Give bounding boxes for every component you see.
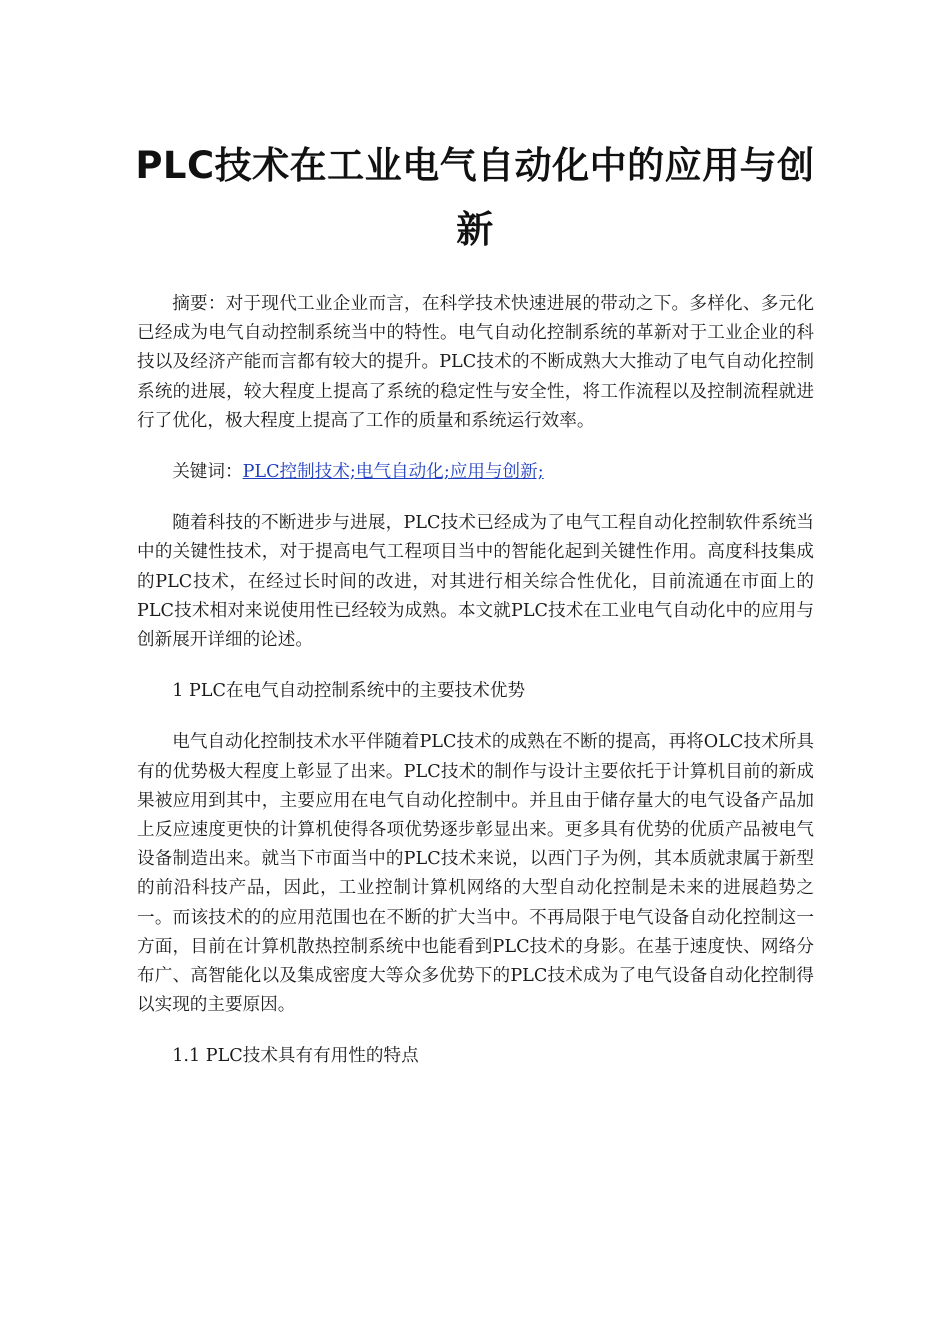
keywords-label: 关键词： <box>172 462 243 483</box>
section-1-paragraph: 电气自动化控制技术水平伴随着PLC技术的成熟在不断的提高，再将OLC技术所具有的优势极大程度上彰显了出来。PLC技术的制作与设计主要依托于计算机目前的新成果被应用到其中，主要应用在电气自动化控制中。并且由于储存量大的电气设备产品加上反应速度更快的计算机使得各项优势逐步彰显出来。更多具有优势的优质产品被电气设备制造出来。就当下市面当中的PLC技术来说，以西门子为例，其本质就隶属于新型的前沿科技产品，因此，工业控制计算机网络的大型自动化控制是未来的进展趋势之一。而该技术的的应用范围也在不断的扩大当中。不再局限于电气设备自动化控制这一方面，目前在计算机散热控制系统中也能看到PLC技术的身影。在基于速度快、网络分布广、高智能化以及集成密度大等众多优势下的PLC技术成为了电气设备自动化控制得以实现的主要原因。 <box>137 732 814 1016</box>
abstract-paragraph: 摘要：对于现代工业企业而言，在科学技术快速进展的带动之下。多样化、多元化已经成为电气自动控制系统当中的特性。电气自动化控制系统的革新对于工业企业的科技以及经济产能而言都有较大的提升。PLC技术的不断成熟大大推动了电气自动化控制系统的进展，较大程度上提高了系统的稳定性与安全性，将工作流程以及控制流程就进行了优化，极大程度上提高了工作的质量和系统运行效率。 <box>137 294 814 431</box>
document-body <box>137 290 814 1094</box>
keywords-paragraph <box>137 458 814 487</box>
section-1-1-heading: 1.1 PLC技术具有有用性的特点 <box>172 1046 419 1067</box>
document-title: PLC技术在工业电气自动化中的应用与创新 <box>135 144 815 251</box>
section-1-heading: 1 PLC在电气自动控制系统中的主要技术优势 <box>172 681 526 702</box>
keywords-link[interactable]: PLC控制技术;电气自动化;应用与创新; <box>242 462 544 483</box>
intro-paragraph: 随着科技的不断进步与进展，PLC技术已经成为了电气工程自动化控制软件系统当中的关键性技术，对于提高电气工程项目当中的智能化起到关键性作用。高度科技集成的PLC技术，在经过长时间的改进，对其进行相关综合性优化，目前流通在市面上的PLC技术相对来说使用性已经较为成熟。本文就PLC技术在工业电气自动化中的应用与创新展开详细的论述。 <box>137 513 814 651</box>
